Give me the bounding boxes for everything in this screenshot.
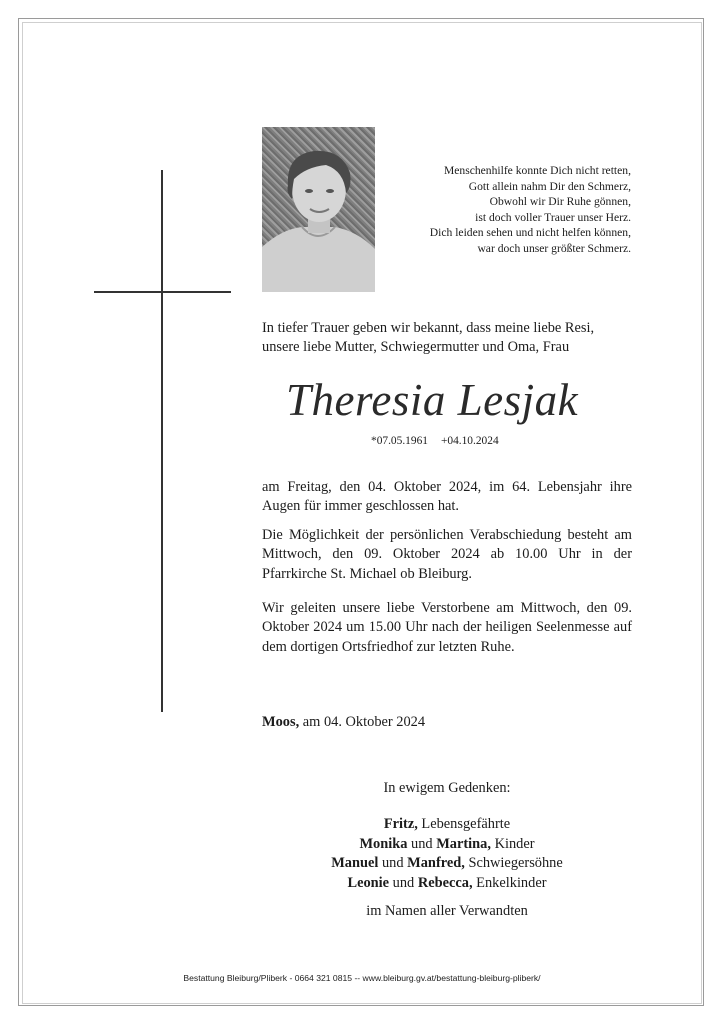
death-paragraph: am Freitag, den 04. Oktober 2024, im 64. Lebensjahr ihre Augen für immer geschlossen hat. xyxy=(262,479,632,515)
poem-line: ist doch voller Trauer unser Herz. xyxy=(475,210,631,224)
poem-line: war doch unser größter Schmerz. xyxy=(477,241,631,255)
mourner-line xyxy=(262,835,632,855)
poem-line: Menschenhilfe konnte Dich nicht retten, xyxy=(443,164,631,177)
birth-date: *07.05.1961 xyxy=(371,435,428,447)
mourner-name: Martina, xyxy=(436,835,491,852)
farewell-paragraph: Die Möglichkeit der persönlichen Verabschiedung besteht am Mittwoch, den 09. Oktober 2024 ab 10.00 Uhr in der Pfarrkirche St. Michael ob Bleiburg. xyxy=(262,527,632,582)
mourner-name: Rebecca, xyxy=(417,875,473,892)
mourner-name: Fritz, xyxy=(383,816,418,832)
mourner-relation: und xyxy=(407,835,437,852)
intro-line: In tiefer Trauer geben wir bekannt, dass meine liebe Resi, xyxy=(262,320,595,336)
mourner-line xyxy=(262,874,632,894)
mourner-relation: Kinder xyxy=(490,835,535,852)
portrait-icon xyxy=(262,127,375,292)
mourner-relation: Lebensgefährte xyxy=(417,816,511,832)
poem-line: Gott allein nahm Dir den Schmerz, xyxy=(468,179,631,193)
funeral-paragraph: Wir geleiten unsere liebe Verstorbene am Mittwoch, den 09. Oktober 2024 um 15.00 Uhr nach der heiligen Seelenmesse auf dem dortigen Ortsfriedhof zur letzten Ruhe. xyxy=(262,600,632,655)
memory-heading: In ewigem Gedenken: xyxy=(383,780,511,796)
place-date xyxy=(262,714,425,731)
mourner-relation: und xyxy=(389,875,418,892)
announcement-intro xyxy=(262,319,634,357)
closing-line: im Namen aller Verwandten xyxy=(366,903,528,919)
mourner-line xyxy=(262,815,632,835)
mourner-name: Monika xyxy=(359,835,408,852)
mourner-name: Leonie xyxy=(347,875,390,892)
mourners-list xyxy=(262,815,632,894)
cross-icon-horizontal xyxy=(94,291,231,293)
poem xyxy=(380,163,631,257)
mourner-relation: Enkelkinder xyxy=(472,875,547,892)
place-date-text: am 04. Oktober 2024 xyxy=(299,714,426,730)
portrait-photo xyxy=(262,127,375,292)
footer-contact: Bestattung Bleiburg/Pliberk - 0664 321 0815 -- www.bleiburg.gv.at/bestattung-bleiburg-pliberk/ xyxy=(183,973,541,983)
mourner-name: Manfred, xyxy=(407,855,465,872)
mourner-relation: und xyxy=(378,855,408,872)
cross-icon-vertical xyxy=(161,170,163,712)
life-dates xyxy=(371,435,499,447)
deceased-name: Theresia Lesjak xyxy=(286,375,579,425)
poem-line: Dich leiden sehen und nicht helfen können, xyxy=(429,226,631,240)
mourner-line xyxy=(262,854,632,874)
intro-line: unsere liebe Mutter, Schwiegermutter und Oma, Frau xyxy=(262,339,570,355)
poem-line: Obwohl wir Dir Ruhe gönnen, xyxy=(489,195,631,209)
mourner-name: Manuel xyxy=(331,855,379,872)
death-date: +04.10.2024 xyxy=(440,435,499,447)
place-town: Moos, xyxy=(262,714,300,730)
mourner-relation: Schwiegersöhne xyxy=(464,855,563,872)
